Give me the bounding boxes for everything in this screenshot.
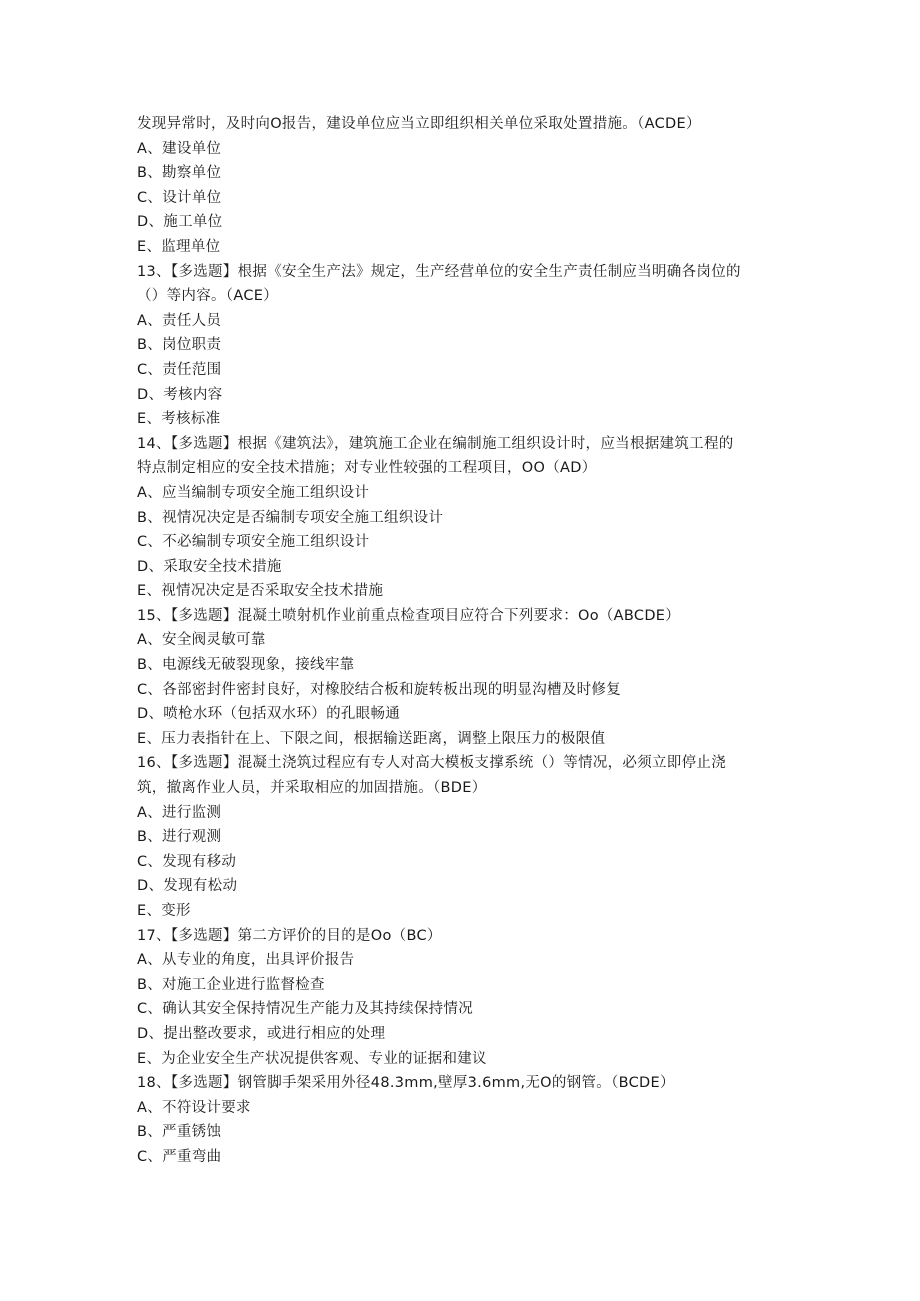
option-12-c: C、设计单位	[137, 189, 222, 206]
option-15-c: C、各部密封件密封良好，对橡胶结合板和旋转板出现的明显沟槽及时修复	[137, 681, 622, 698]
option-16-c: C、发现有移动	[137, 853, 237, 870]
option-14-c: C、不必编制专项安全施工组织设计	[137, 534, 370, 551]
question-13-line-2: （）等内容。（ACE）	[137, 288, 278, 305]
option-15-d: D、喷枪水环（包括双水环）的孔眼畅通	[137, 706, 401, 723]
document-page	[137, 112, 787, 1170]
option-12-d: D、施工单位	[137, 214, 223, 231]
option-13-a: A、责任人员	[137, 312, 222, 329]
option-14-d: D、采取安全技术措施	[137, 558, 282, 575]
option-13-c: C、责任范围	[137, 361, 222, 378]
question-15-line-1: 15、【多选题】混凝土喷射机作业前重点检查项目应符合下列要求：Oo（ABCDE）	[137, 607, 681, 624]
option-18-b: B、严重锈蚀	[137, 1124, 222, 1141]
question-14-line-1: 14、【多选题】根据《建筑法》，建筑施工企业在编制施工组织设计时，应当根据建筑工程的	[137, 435, 734, 452]
option-17-e: E、为企业安全生产状况提供客观、专业的证据和建议	[137, 1050, 487, 1067]
question-14-line-2: 特点制定相应的安全技术措施；对专业性较强的工程项目，OO（AD）	[137, 460, 597, 477]
option-12-b: B、勘察单位	[137, 165, 222, 182]
option-13-d: D、考核内容	[137, 386, 223, 403]
option-13-b: B、岗位职责	[137, 337, 222, 354]
option-16-a: A、进行监测	[137, 804, 222, 821]
question-17-line-1: 17、【多选题】第二方评价的目的是Oo（BC）	[137, 927, 442, 944]
question-18-line-1: 18、【多选题】钢管脚手架采用外径48.3mm,壁厚3.6mm,无O的钢管。（BCDE）	[137, 1075, 675, 1092]
question-13-line-1: 13、【多选题】根据《安全生产法》规定，生产经营单位的安全生产责任制应当明确各岗位的	[137, 263, 741, 280]
question-12-tail: 发现异常时，及时向O报告，建设单位应当立即组织相关单位采取处置措施。（ACDE）	[137, 116, 701, 132]
option-17-a: A、从专业的角度，出具评价报告	[137, 952, 355, 969]
option-15-b: B、电源线无破裂现象，接线牢靠	[137, 657, 355, 674]
option-17-b: B、对施工企业进行监督检查	[137, 976, 325, 993]
option-16-d: D、发现有松动	[137, 878, 238, 895]
option-16-b: B、进行观测	[137, 829, 222, 846]
option-15-a: A、安全阀灵敏可靠	[137, 632, 266, 649]
option-12-e: E、监理单位	[137, 238, 221, 255]
option-18-c: C、严重弯曲	[137, 1148, 222, 1165]
option-13-e: E、考核标准	[137, 411, 221, 428]
option-17-c: C、确认其安全保持情况生产能力及其持续保持情况	[137, 1001, 474, 1018]
question-16-line-1: 16、【多选题】混凝土浇筑过程应有专人对高大模板支撑系统（）等情况，必须立即停止浇	[137, 755, 726, 772]
option-16-e: E、变形	[137, 903, 191, 919]
question-16-line-2: 筑，撤离作业人员，并采取相应的加固措施。（BDE）	[137, 780, 487, 797]
option-17-d: D、提出整改要求，或进行相应的处理	[137, 1025, 386, 1042]
option-15-e: E、压力表指针在上、下限之间，根据输送距离，调整上限压力的极限值	[137, 730, 606, 747]
option-14-e: E、视情况决定是否采取安全技术措施	[137, 583, 384, 600]
option-14-b: B、视情况决定是否编制专项安全施工组织设计	[137, 509, 444, 526]
option-12-a: A、建设单位	[137, 140, 222, 157]
option-18-a: A、不符设计要求	[137, 1099, 251, 1116]
option-14-a: A、应当编制专项安全施工组织设计	[137, 484, 370, 501]
